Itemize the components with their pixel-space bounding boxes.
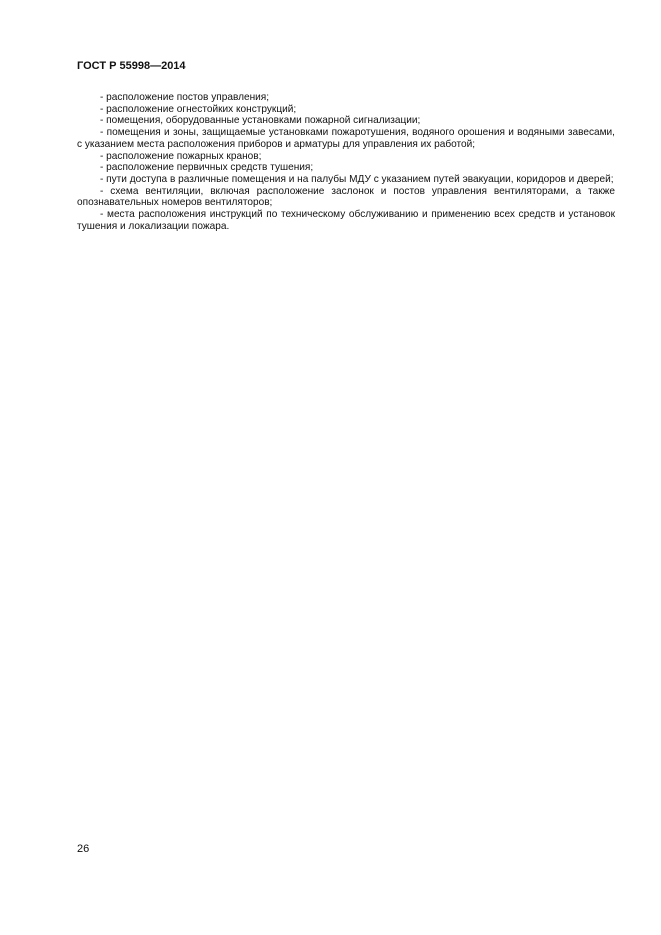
page-number: 26: [77, 843, 90, 855]
document-header: ГОСТ Р 55998—2014: [77, 60, 186, 72]
list-item: - пути доступа в различные помещения и на палубы МДУ с указанием путей эвакуации, коридоров и дверей;: [100, 173, 614, 185]
list-item: - места расположения инструкций по техническому обслуживанию и применению всех средств и установок тушения и локализации пожара.: [77, 209, 615, 232]
document-body: [77, 92, 615, 232]
list-item: - расположение первичных средств тушения;: [100, 162, 314, 174]
list-item: - схема вентиляции, включая расположение заслонок и постов управления вентиляторами, а также опознавательных номеров вентиляторов;: [77, 185, 615, 209]
list-item: - расположение постов управления;: [100, 92, 270, 103]
list-item: - помещения, оборудованные установками пожарной сигнализации;: [100, 115, 421, 127]
list-item: - помещения и зоны, защищаемые установками пожаротушения, водяного орошения и водяными завесами, с указанием места расположения приборов и арматуры для управления их работой;: [77, 127, 615, 150]
list-item: - расположение пожарных кранов;: [100, 150, 262, 162]
list-item: - расположение огнестойких конструкций;: [100, 103, 297, 115]
